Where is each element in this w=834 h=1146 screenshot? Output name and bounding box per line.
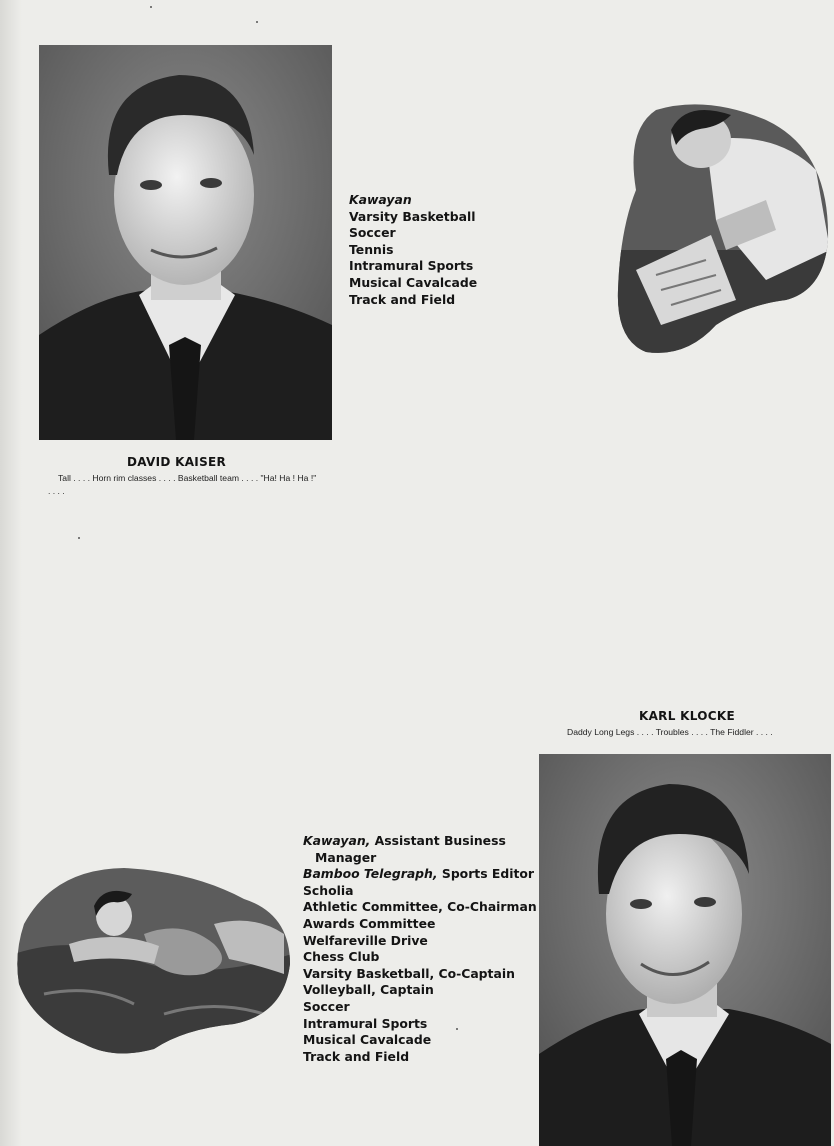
david-kaiser-caption: Tall . . . . Horn rim classes . . . . Basketball team . . . . "Ha! Ha ! Ha !" . . . . — [48, 473, 317, 496]
david-kaiser-activities — [349, 192, 477, 308]
activity-item: Chess Club — [303, 949, 380, 965]
activity-item: Soccer — [349, 225, 396, 241]
activity-item: Volleyball, Captain — [303, 982, 434, 998]
print-speck — [456, 1028, 458, 1030]
activity-item: Varsity Basketball, Co-Captain — [303, 965, 515, 981]
activity-item: Intramural Sports — [303, 1015, 428, 1031]
activity-item: Athletic Committee, Co-Chairman — [303, 899, 537, 915]
david-kaiser-name: DAVID KAISER — [127, 455, 227, 469]
activity-item: Track and Field — [349, 291, 456, 307]
print-speck — [256, 21, 258, 23]
activity-item: Tennis — [349, 241, 394, 257]
publication-title: Bamboo Telegraph, — [303, 866, 438, 882]
activity-item: Awards Committee — [303, 915, 436, 931]
candid-photo-art-project — [616, 100, 830, 360]
print-speck — [150, 6, 152, 8]
activity-item: Welfareville Drive — [303, 932, 428, 948]
karl-klocke-caption: Daddy Long Legs . . . . Troubles . . . . The Fiddler . . . . — [567, 727, 773, 737]
activity-item — [303, 866, 537, 883]
activity-item: Kawayan — [349, 192, 412, 207]
activity-item: Varsity Basketball — [349, 208, 476, 224]
david-kaiser-portrait — [39, 45, 332, 440]
publication-role: Assistant Business — [370, 833, 506, 848]
candid-photo-swimming — [14, 864, 292, 1058]
activity-item: Musical Cavalcade — [303, 1032, 432, 1048]
print-speck — [78, 537, 80, 539]
activity-item: Intramural Sports — [349, 258, 474, 274]
activity-item: Scholia — [303, 882, 354, 898]
activity-item — [303, 833, 537, 850]
karl-klocke-name: KARL KLOCKE — [639, 709, 735, 723]
activity-item: Manager — [315, 849, 377, 865]
karl-klocke-portrait — [539, 754, 831, 1146]
karl-klocke-activities — [303, 833, 537, 1065]
activity-item: Musical Cavalcade — [349, 274, 478, 290]
activity-item: Track and Field — [303, 1048, 410, 1064]
publication-title: Kawayan, — [303, 833, 371, 848]
activity-item: Soccer — [303, 998, 350, 1014]
publication-role: Sports Editor — [437, 866, 535, 882]
